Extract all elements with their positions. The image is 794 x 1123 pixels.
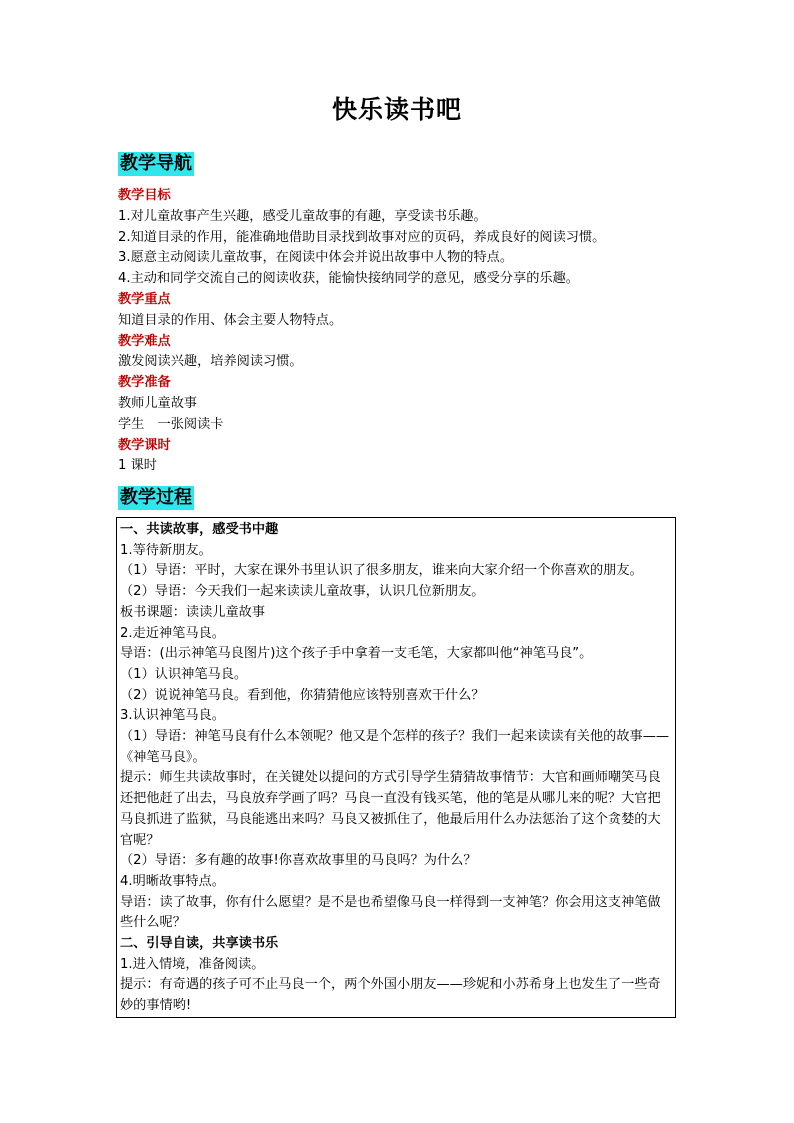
goal-item: 3.愿意主动阅读儿童故事，在阅读中体会并说出故事中人物的特点。 [118,250,514,266]
process-section-heading: 一、共读故事，感受书中趣 [120,522,279,537]
process-paragraph: 3.认识神笔马良。 [120,708,225,724]
process-paragraph: （2）导语：多有趣的故事!你喜欢故事里的马良吗？为什么？ [120,853,477,869]
process-paragraph: （2）说说神笔马良。看到他，你猜猜他应该特别喜欢干什么？ [120,687,485,703]
class-hours-text: 1 课时 [118,458,157,474]
process-paragraph: 1.进入情境，准备阅读。 [120,956,265,972]
process-paragraph: 1.等待新朋友。 [120,542,212,558]
process-paragraph: （1）导语：平时，大家在课外书里认识了很多朋友，谁来向大家介绍一个你喜欢的朋友。 [120,563,643,579]
process-paragraph: 导语：(出示神笔马良图片)这个孩子手中拿着一支毛笔，大家都叫他“神笔马良”。 [120,646,593,662]
process-paragraph: 导语：读了故事，你有什么愿望？是不是也希望像马良一样得到一支神笔？你会用这支神笔做些什么呢？ [120,894,661,931]
process-paragraph: （1）认识神笔马良。 [120,666,248,682]
preparation-teacher: 教师儿童故事 [118,395,198,411]
process-paragraph: （1）导语：神笔马良有什么本领呢？他又是个怎样的孩子？我们一起来读读有关他的故事——《神笔马良》。 [120,729,670,765]
process-paragraph: 提示：有奇遇的孩子可不止马良一个，两个外国小朋友——珍妮和小苏希身上也发生了一些奇妙的事情哟! [120,977,661,1014]
process-section-heading: 二、引导自读，共享读书乐 [120,936,279,952]
page-title: 快乐读书吧 [331,95,462,124]
difficulty-heading: 教学难点 [118,333,171,349]
process-paragraph: 提示：师生共读故事时，在关键处以提问的方式引导学生猜猜故事情节：大官和画师嘲笑马良还把他赶了出去，马良放弃学画了吗？马良一直没有钱买笔，他的笔是从哪儿来的呢？大官把马良抓进了监狱，马良能逃出来吗？马良又被抓住了，他最后用什么办法惩治了这个贪婪的大官呢？ [120,770,661,848]
preparation-student: 学生 一张阅读卡 [118,416,224,432]
difficulty-text: 激发阅读兴趣，培养阅读习惯。 [118,354,303,370]
teaching-guide-section [118,186,678,477]
teaching-process-list [117,518,675,1017]
process-paragraph: 4.明晰故事特点。 [120,873,225,889]
key-points-heading: 教学重点 [118,291,171,307]
goals-heading: 教学目标 [118,188,171,203]
key-points-text: 知道目录的作用、体会主要人物特点。 [118,312,343,328]
goal-item: 1.对儿童故事产生兴趣，感受儿童故事的有趣，享受读书乐趣。 [118,208,487,224]
process-paragraph: 2.走近神笔马良。 [120,625,225,641]
process-paragraph: 板书课题：读读儿童故事 [120,604,266,620]
section-heading-teaching-process: 教学过程 [120,487,192,508]
preparation-heading: 教学准备 [118,375,171,391]
process-paragraph: （2）导语：今天我们一起来读读儿童故事，认识几位新朋友。 [120,584,485,600]
class-hours-heading: 教学课时 [118,437,171,453]
goal-item: 4.主动和同学交流自己的阅读收获，能愉快接纳同学的意见，感受分享的乐趣。 [118,271,579,287]
section-heading-teaching-guide: 教学导航 [120,153,192,174]
teaching-process-box [116,517,676,1018]
goal-item: 2.知道目录的作用，能准确地借助目录找到故事对应的页码，养成良好的阅读习惯。 [118,229,606,245]
